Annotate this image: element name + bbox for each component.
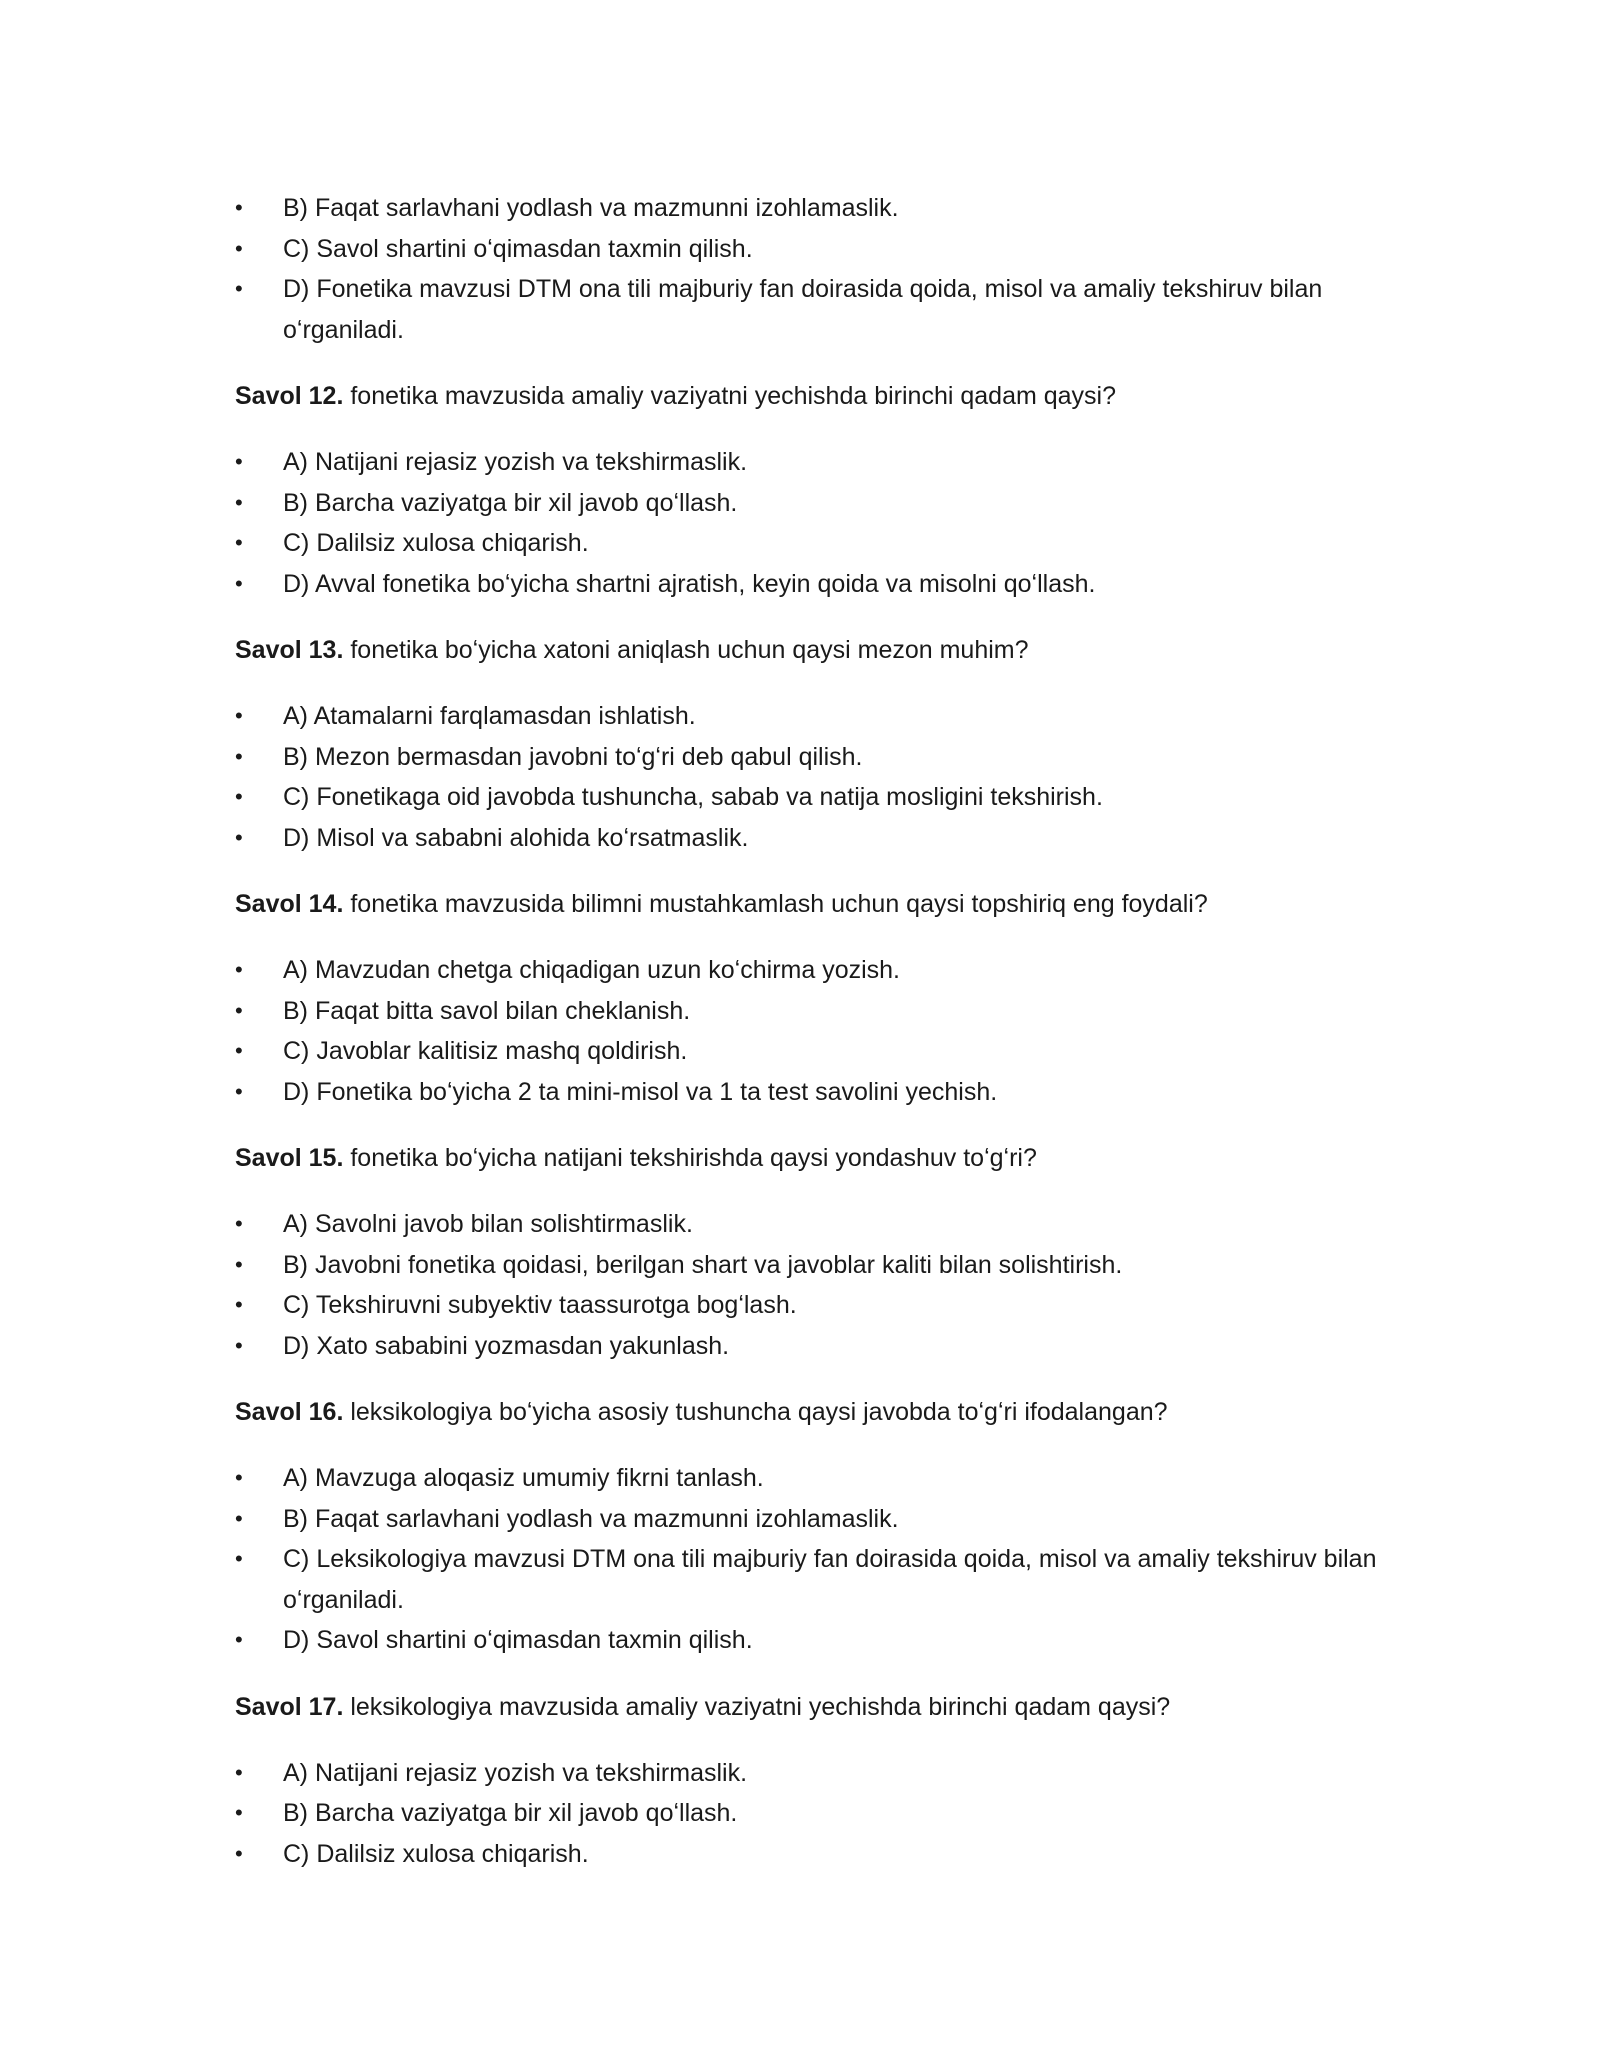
option-text: D) Misol va sababni alohida koʻrsatmaslik.	[283, 823, 749, 852]
option-item	[235, 564, 1385, 605]
bullet-icon: •	[235, 1465, 243, 1490]
bullet-icon: •	[235, 1840, 243, 1866]
bullet-icon: •	[235, 1800, 243, 1825]
option-text: B) Barcha vaziyatga bir xil javob qoʻllash.	[283, 488, 738, 517]
option-text: B) Javobni fonetika qoidasi, berilgan shart va javoblar kaliti bilan solishtirish.	[283, 1250, 1123, 1279]
question-text: leksikologiya boʻyicha asosiy tushuncha qaysi javobda toʻgʻri ifodalangan?	[343, 1398, 1168, 1426]
option-text: A) Natijani rejasiz yozish va tekshirmaslik.	[283, 448, 748, 476]
option-item	[235, 1539, 1385, 1620]
option-text: B) Faqat sarlavhani yodlash va mazmunni izohlamaslik.	[283, 1504, 899, 1533]
question-text: fonetika boʻyicha natijani tekshirishda qaysi yondashuv toʻgʻri?	[343, 1144, 1037, 1172]
question-13	[235, 630, 1385, 670]
question-number: Savol 15.	[235, 1144, 344, 1172]
option-text: A) Mavzudan chetga chiqadigan uzun koʻchirma yozish.	[283, 956, 901, 984]
option-text: D) Savol shartini oʻqimasdan taxmin qilish.	[283, 1626, 753, 1654]
option-item	[235, 1458, 1385, 1499]
option-item	[235, 1204, 1385, 1245]
option-list	[235, 696, 1385, 858]
page-content	[235, 188, 1385, 1874]
option-item	[235, 483, 1385, 524]
option-item	[235, 737, 1385, 778]
option-text: D) Fonetika mavzusi DTM ona tili majburiy fan doirasida qoida, misol va amaliy tekshiruv bilan oʻrganiladi.	[283, 275, 1323, 344]
question-15	[235, 1138, 1385, 1178]
option-item	[235, 1326, 1385, 1367]
option-item	[235, 950, 1385, 991]
question-number: Savol 13.	[235, 636, 344, 664]
question-number: Savol 17.	[235, 1692, 344, 1721]
bullet-icon: •	[235, 1759, 243, 1785]
bullet-icon: •	[235, 1332, 243, 1358]
option-item	[235, 1499, 1385, 1540]
option-item	[235, 442, 1385, 483]
question-14	[235, 884, 1385, 924]
bullet-icon: •	[235, 824, 243, 850]
option-text: D) Avval fonetika boʻyicha shartni ajratish, keyin qoida va misolni qoʻllash.	[283, 569, 1096, 598]
option-text: D) Fonetika boʻyicha 2 ta mini-misol va 1 ta test savolini yechish.	[283, 1077, 998, 1106]
option-list	[235, 950, 1385, 1112]
bullet-icon: •	[235, 703, 243, 728]
bullet-icon: •	[235, 784, 243, 809]
bullet-icon: •	[235, 1038, 243, 1063]
bullet-icon: •	[235, 449, 243, 474]
bullet-icon: •	[235, 1251, 243, 1277]
option-item	[235, 1245, 1385, 1286]
option-text: A) Atamalarni farqlamasdan ishlatish.	[283, 702, 696, 730]
question-12	[235, 376, 1385, 416]
option-list	[235, 1458, 1385, 1661]
bullet-icon: •	[235, 195, 243, 220]
option-item	[235, 818, 1385, 859]
option-text: B) Faqat bitta savol bilan cheklanish.	[283, 996, 691, 1025]
question-text: fonetika mavzusida amaliy vaziyatni yechishda birinchi qadam qaysi?	[343, 382, 1117, 410]
option-text: C) Dalilsiz xulosa chiqarish.	[283, 529, 589, 557]
bullet-icon: •	[235, 570, 243, 596]
option-item	[235, 188, 1385, 229]
bullet-icon: •	[235, 1627, 243, 1652]
bullet-icon: •	[235, 1505, 243, 1531]
question-text: leksikologiya mavzusida amaliy vaziyatni yechishda birinchi qadam qaysi?	[343, 1692, 1171, 1721]
bullet-icon: •	[235, 1292, 243, 1317]
option-text: A) Savolni javob bilan solishtirmaslik.	[283, 1210, 693, 1238]
option-text: B) Barcha vaziyatga bir xil javob qoʻllash.	[283, 1799, 738, 1827]
option-item	[235, 777, 1385, 818]
option-list	[235, 442, 1385, 604]
option-text: C) Javoblar kalitisiz mashq qoldirish.	[283, 1037, 688, 1065]
bullet-icon: •	[235, 489, 243, 515]
question-text: fonetika mavzusida bilimni mustahkamlash uchun qaysi topshiriq eng foydali?	[343, 890, 1208, 918]
bullet-icon: •	[235, 743, 243, 769]
option-text: C) Dalilsiz xulosa chiqarish.	[283, 1839, 589, 1868]
bullet-icon: •	[235, 957, 243, 982]
bullet-icon: •	[235, 276, 243, 301]
option-item	[235, 1031, 1385, 1072]
option-text: C) Savol shartini oʻqimasdan taxmin qilish.	[283, 234, 753, 263]
bullet-icon: •	[235, 1078, 243, 1104]
bullet-icon: •	[235, 1211, 243, 1236]
option-text: A) Mavzuga aloqasiz umumiy fikrni tanlash.	[283, 1464, 764, 1492]
option-item	[235, 1072, 1385, 1113]
question-number: Savol 14.	[235, 890, 344, 918]
question-16	[235, 1392, 1385, 1432]
option-list	[235, 1753, 1385, 1875]
option-item	[235, 1834, 1385, 1875]
question-number: Savol 16.	[235, 1398, 344, 1426]
option-text: A) Natijani rejasiz yozish va tekshirmaslik.	[283, 1758, 748, 1787]
bullet-icon: •	[235, 235, 243, 261]
option-text: C) Fonetikaga oid javobda tushuncha, sabab va natija mosligini tekshirish.	[283, 783, 1103, 811]
option-item	[235, 229, 1385, 270]
option-item	[235, 523, 1385, 564]
option-text: B) Mezon bermasdan javobni toʻgʻri deb qabul qilish.	[283, 742, 863, 771]
option-item	[235, 696, 1385, 737]
option-list	[235, 1204, 1385, 1366]
option-item	[235, 1620, 1385, 1661]
bullet-icon: •	[235, 1546, 243, 1571]
question-text: fonetika boʻyicha xatoni aniqlash uchun qaysi mezon muhim?	[343, 636, 1029, 664]
option-text: C) Leksikologiya mavzusi DTM ona tili majburiy fan doirasida qoida, misol va amaliy tekshiruv bilan oʻrganiladi.	[283, 1545, 1377, 1614]
question-number: Savol 12.	[235, 382, 344, 410]
option-text: B) Faqat sarlavhani yodlash va mazmunni izohlamaslik.	[283, 194, 899, 222]
option-item	[235, 1793, 1385, 1834]
question-17	[235, 1687, 1385, 1727]
option-item	[235, 991, 1385, 1032]
option-list	[235, 188, 1385, 350]
option-item	[235, 1285, 1385, 1326]
option-text: C) Tekshiruvni subyektiv taassurotga bogʻlash.	[283, 1291, 797, 1319]
option-text: D) Xato sababini yozmasdan yakunlash.	[283, 1331, 730, 1360]
option-item	[235, 1753, 1385, 1794]
bullet-icon: •	[235, 530, 243, 555]
bullet-icon: •	[235, 997, 243, 1023]
option-item	[235, 269, 1385, 350]
